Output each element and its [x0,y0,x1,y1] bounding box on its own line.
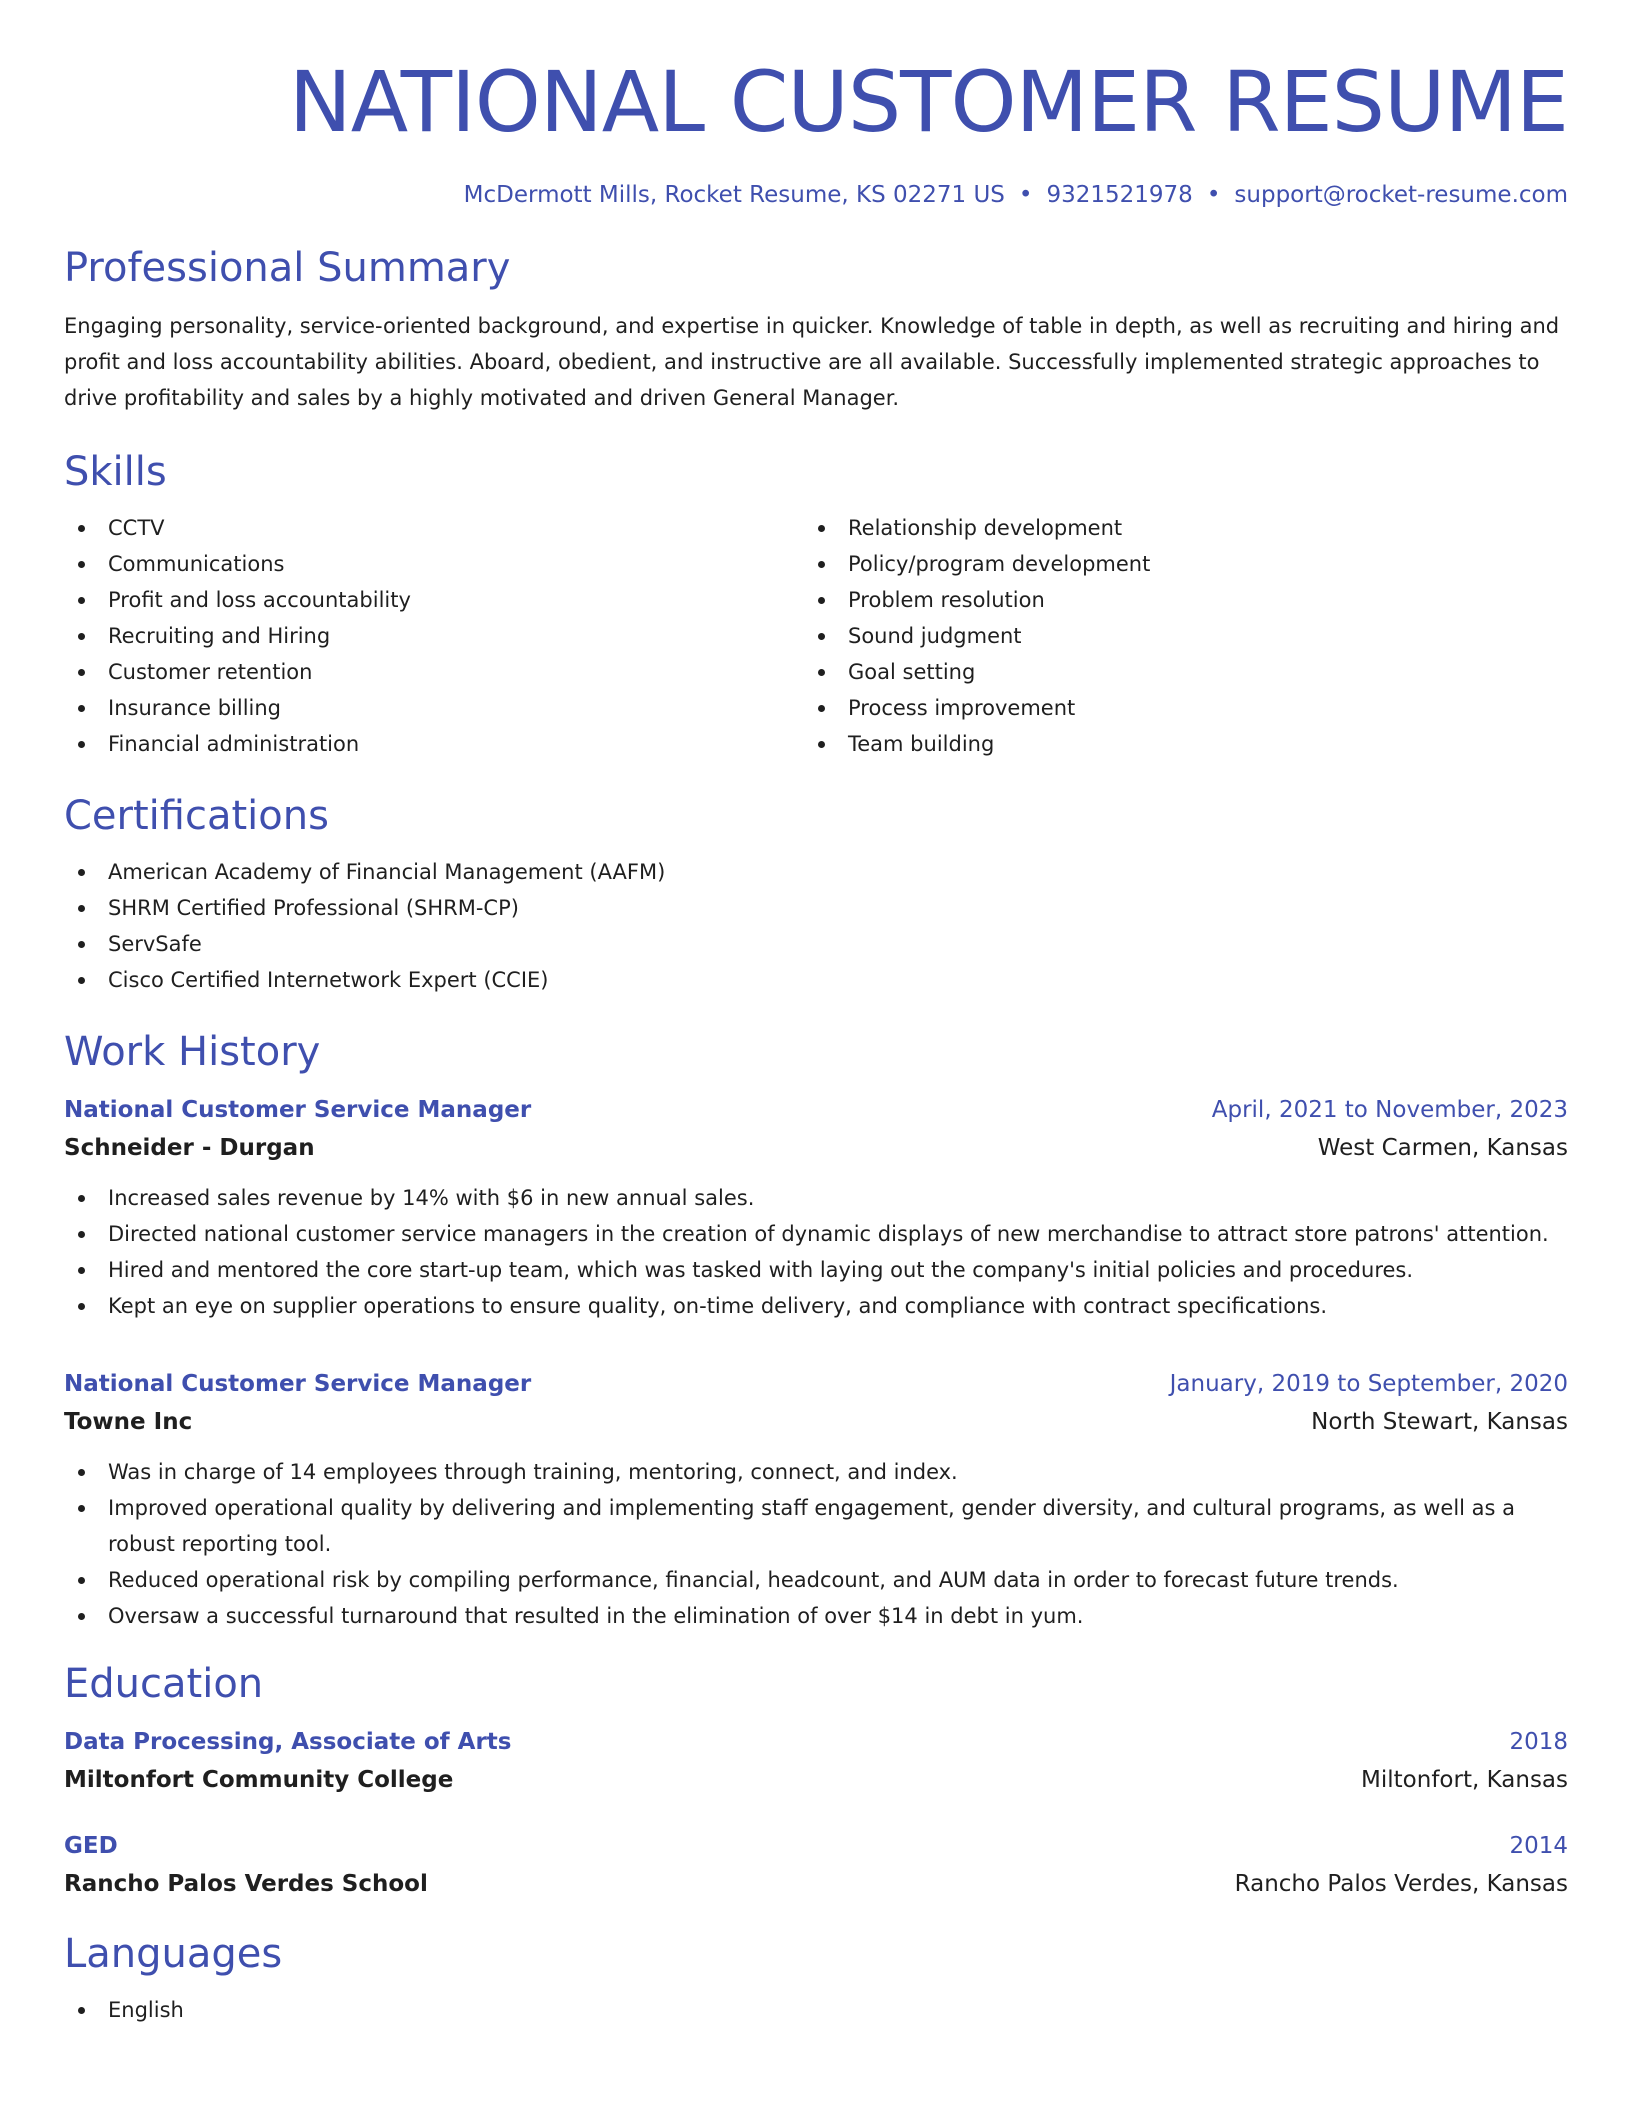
education-year: 2018 [1509,1729,1568,1755]
skills-columns [64,510,1568,762]
skill-item: Customer retention [64,654,804,690]
education-degree: GED [64,1833,118,1859]
education-school-row [64,1864,1568,1904]
skill-item: Relationship development [804,510,1544,546]
section-title-skills: Skills [64,449,167,495]
education-school: Miltonfort Community College [64,1767,454,1793]
job-company-row [64,1128,1568,1168]
skill-item: Profit and loss accountability [64,582,804,618]
skill-item: Financial administration [64,726,804,762]
skill-item: Team building [804,726,1544,762]
resume-title: NATIONAL CUSTOMER RESUME [288,53,1568,151]
education-entry [64,1724,1568,1800]
contact-email[interactable]: support@rocket-resume.com [1234,182,1568,208]
languages-section [64,1928,1568,2028]
skill-item: Recruiting and Hiring [64,618,804,654]
education-school: Rancho Palos Verdes School [64,1871,428,1897]
certification-item: Cisco Certified Internetwork Expert (CCIE) [64,962,1568,998]
job-location: North Stewart, Kansas [1311,1409,1568,1435]
job-bullet: Hired and mentored the core start-up team, which was tasked with laying out the company's initial policies and procedures. [64,1252,1568,1288]
section-title-languages: Languages [64,1931,283,1977]
job-company: Schneider - Durgan [64,1135,315,1161]
skill-item: Process improvement [804,690,1544,726]
job-company: Towne Inc [64,1409,193,1435]
education-location: Rancho Palos Verdes, Kansas [1234,1871,1568,1897]
job-company-row [64,1402,1568,1442]
skill-item: Problem resolution [804,582,1544,618]
education-header-row [64,1828,1568,1864]
resume-header [64,0,1568,212]
job-bullet: Reduced operational risk by compiling performance, financial, headcount, and AUM data in order to forecast future trends. [64,1562,1568,1598]
summary-section [64,242,1568,416]
job-header-row [64,1366,1568,1402]
contact-line [64,178,1568,212]
certification-item: SHRM Certified Professional (SHRM-CP) [64,890,1568,926]
job-dates: January, 2019 to September, 2020 [1169,1371,1568,1397]
job-entry [64,1366,1568,1634]
education-year: 2014 [1509,1833,1568,1859]
job-bullet: Oversaw a successful turnaround that resulted in the elimination of over $14 in debt in yum. [64,1598,1568,1634]
job-role: National Customer Service Manager [64,1097,532,1123]
summary-text: Engaging personality, service-oriented background, and expertise in quicker. Knowledge of table in depth, as well as recruiting and hiring and profit and loss accountability abilities. Aboard, obedient, and instructive are all available. Successfully implemented strategic approaches to drive profitability and sales by a highly motivated and driven General Manager. [64,314,1560,410]
certifications-list [64,854,1568,998]
language-item: English [64,1992,1568,2028]
education-school-row [64,1760,1568,1800]
skill-item: Policy/program development [804,546,1544,582]
skill-item: Insurance billing [64,690,804,726]
job-bullet: Directed national customer service managers in the creation of dynamic displays of new merchandise to attract store patrons' attention. [64,1216,1568,1252]
job-header-row [64,1092,1568,1128]
contact-separator: • [1206,182,1221,208]
skills-list-left [64,510,804,762]
education-location: Miltonfort, Kansas [1361,1767,1568,1793]
certification-item: American Academy of Financial Management (AAFM) [64,854,1568,890]
skill-item: Sound judgment [804,618,1544,654]
job-bullets [64,1454,1568,1634]
work-history-section [64,1026,1568,1634]
skill-item: Goal setting [804,654,1544,690]
skill-item: Communications [64,546,804,582]
skills-section [64,446,1568,762]
section-title-work-history: Work History [64,1029,321,1075]
skill-item: CCTV [64,510,804,546]
job-role: National Customer Service Manager [64,1371,532,1397]
contact-address: McDermott Mills, Rocket Resume, KS 02271 US [463,182,1005,208]
job-dates: April, 2021 to November, 2023 [1211,1097,1568,1123]
job-bullet: Kept an eye on supplier operations to ensure quality, on-time delivery, and compliance with contract specifications. [64,1288,1568,1324]
job-bullet: Increased sales revenue by 14% with $6 in new annual sales. [64,1180,1568,1216]
education-entry [64,1828,1568,1904]
job-location: West Carmen, Kansas [1317,1135,1568,1161]
contact-phone: 9321521978 [1046,182,1193,208]
contact-separator: • [1018,182,1033,208]
education-header-row [64,1724,1568,1760]
job-entry [64,1092,1568,1324]
section-title-education: Education [64,1661,264,1707]
languages-list [64,1992,1568,2028]
job-bullet: Improved operational quality by delivering and implementing staff engagement, gender diversity, and cultural programs, as well as a robust reporting tool. [64,1490,1568,1562]
education-degree: Data Processing, Associate of Arts [64,1729,512,1755]
section-title-certifications: Certifications [64,793,329,839]
section-title-summary: Professional Summary [64,245,511,291]
certification-item: ServSafe [64,926,1568,962]
job-bullet: Was in charge of 14 employees through training, mentoring, connect, and index. [64,1454,1568,1490]
job-bullets [64,1180,1568,1324]
education-section [64,1658,1568,1904]
certifications-section [64,790,1568,998]
skills-list-right [804,510,1544,762]
